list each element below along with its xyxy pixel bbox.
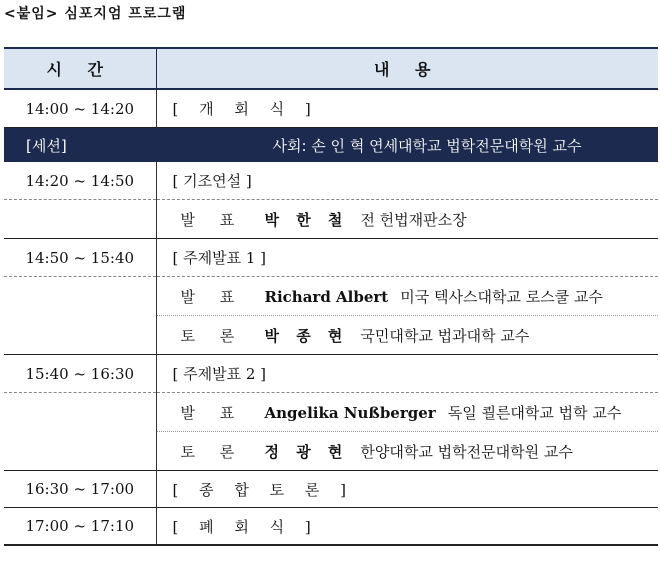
table-row-keynote-speaker	[4, 200, 658, 239]
time-cell: 14:00 ~ 14:20	[4, 89, 156, 128]
table-row-discussion	[4, 471, 658, 508]
role-label: 토 론	[180, 442, 245, 461]
item-title: [ 개 회 식 ]	[156, 89, 658, 128]
table-row-topic1-presenter	[4, 277, 658, 316]
speaker-name: 박 종 현	[264, 326, 349, 345]
table-row-topic1	[4, 239, 658, 277]
speaker-affiliation: 독일 쾰른대학교 법학 교수	[447, 403, 622, 422]
time-cell: 14:50 ~ 15:40	[4, 239, 156, 277]
role-label: 발 표	[180, 287, 245, 306]
item-title: [ 기조연설 ]	[156, 162, 658, 200]
time-cell: 16:30 ~ 17:00	[4, 471, 156, 508]
time-cell: 14:20 ~ 14:50	[4, 162, 156, 200]
attachment-title: <붙임> 심포지엄 프로그램	[4, 6, 187, 22]
session-bar	[4, 128, 658, 163]
table-row-opening	[4, 89, 658, 128]
item-title: [ 주제발표 1 ]	[156, 239, 658, 277]
speaker-affiliation: 미국 텍사스대학교 로스쿨 교수	[400, 287, 603, 306]
speaker-affiliation: 한양대학교 법학전문대학원 교수	[360, 442, 573, 461]
program-table	[4, 47, 658, 546]
role-label: 발 표	[180, 403, 245, 422]
time-cell: 15:40 ~ 16:30	[4, 355, 156, 393]
session-label: [세션]	[4, 128, 156, 163]
session-chair: 사회: 손 인 혁 연세대학교 법학전문대학원 교수	[156, 128, 658, 163]
speaker-affiliation: 전 헌법재판소장	[360, 210, 467, 229]
role-label: 발 표	[180, 210, 245, 229]
table-header	[4, 48, 658, 89]
table-row-topic2	[4, 355, 658, 393]
item-title: [ 종 합 토 론 ]	[156, 471, 658, 508]
speaker-name: 정 광 현	[264, 442, 349, 461]
header-time: 시 간	[4, 48, 156, 89]
table-row-topic1-discussant	[4, 316, 658, 355]
table-row-topic2-discussant	[4, 432, 658, 471]
speaker-name: Richard Albert	[264, 287, 389, 306]
speaker-name: 박 한 철	[264, 210, 349, 229]
item-title: [ 폐 회 식 ]	[156, 508, 658, 546]
speaker-name: Angelika Nußberger	[264, 403, 436, 422]
speaker-affiliation: 국민대학교 법과대학 교수	[360, 326, 530, 345]
time-cell: 17:00 ~ 17:10	[4, 508, 156, 546]
item-title: [ 주제발표 2 ]	[156, 355, 658, 393]
table-row-topic2-presenter	[4, 393, 658, 432]
header-content: 내 용	[156, 48, 658, 89]
table-row-closing	[4, 508, 658, 546]
table-row-keynote	[4, 162, 658, 200]
role-label: 토 론	[180, 326, 245, 345]
